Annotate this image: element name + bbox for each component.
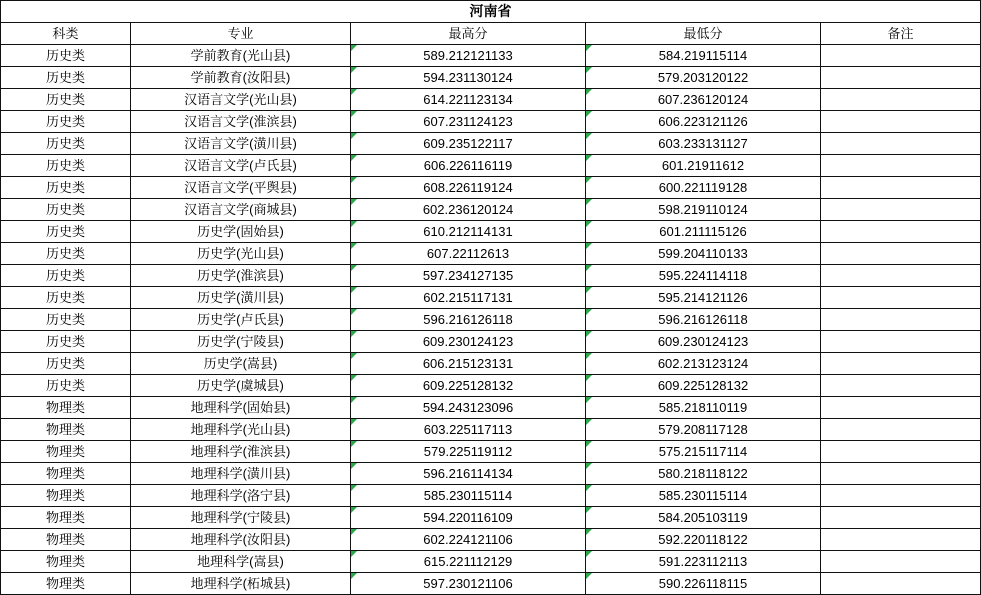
cell-major: 历史学(卢氏县) [131,309,351,331]
cell-note [821,221,981,243]
cell-lowest-score: 601.21911612 [586,155,821,177]
cell-category: 物理类 [1,463,131,485]
column-header-note: 备注 [821,23,981,45]
cell-category: 历史类 [1,309,131,331]
cell-highest-score: 602.236120124 [351,199,586,221]
cell-note [821,485,981,507]
cell-category: 历史类 [1,265,131,287]
cell-note [821,551,981,573]
table-row [1,331,981,353]
table-row [1,89,981,111]
cell-highest-score: 594.243123096 [351,397,586,419]
cell-highest-score: 606.226116119 [351,155,586,177]
cell-highest-score: 597.230121106 [351,573,586,595]
table-row [1,221,981,243]
cell-note [821,133,981,155]
cell-lowest-score: 603.233131127 [586,133,821,155]
cell-category: 历史类 [1,133,131,155]
cell-note [821,177,981,199]
table-row [1,67,981,89]
cell-category: 历史类 [1,375,131,397]
column-header-major: 专业 [131,23,351,45]
cell-major: 历史学(淮滨县) [131,265,351,287]
cell-category: 历史类 [1,89,131,111]
cell-lowest-score: 591.223112113 [586,551,821,573]
cell-highest-score: 602.215117131 [351,287,586,309]
cell-category: 物理类 [1,485,131,507]
table-row [1,551,981,573]
table-row [1,243,981,265]
cell-lowest-score: 580.218118122 [586,463,821,485]
cell-major: 历史学(嵩县) [131,353,351,375]
cell-category: 物理类 [1,419,131,441]
cell-highest-score: 607.22112613 [351,243,586,265]
cell-lowest-score: 592.220118122 [586,529,821,551]
table-row [1,441,981,463]
column-header-lowest-score: 最低分 [586,23,821,45]
table-row [1,529,981,551]
cell-major: 汉语言文学(光山县) [131,89,351,111]
table-row [1,177,981,199]
cell-major: 地理科学(淮滨县) [131,441,351,463]
title-row [1,1,981,23]
cell-highest-score: 607.231124123 [351,111,586,133]
cell-highest-score: 589.212121133 [351,45,586,67]
cell-lowest-score: 579.208117128 [586,419,821,441]
cell-highest-score: 602.224121106 [351,529,586,551]
cell-lowest-score: 584.205103119 [586,507,821,529]
cell-major: 地理科学(嵩县) [131,551,351,573]
cell-highest-score: 594.220116109 [351,507,586,529]
cell-category: 历史类 [1,111,131,133]
cell-note [821,199,981,221]
cell-lowest-score: 590.226118115 [586,573,821,595]
column-header-highest-score: 最高分 [351,23,586,45]
cell-note [821,463,981,485]
cell-note [821,397,981,419]
cell-major: 地理科学(汝阳县) [131,529,351,551]
cell-lowest-score: 609.230124123 [586,331,821,353]
cell-highest-score: 608.226119124 [351,177,586,199]
cell-major: 汉语言文学(卢氏县) [131,155,351,177]
cell-major: 地理科学(宁陵县) [131,507,351,529]
cell-note [821,529,981,551]
table-row [1,573,981,595]
cell-category: 历史类 [1,243,131,265]
cell-category: 历史类 [1,155,131,177]
cell-major: 地理科学(光山县) [131,419,351,441]
cell-lowest-score: 601.211115126 [586,221,821,243]
cell-note [821,287,981,309]
cell-highest-score: 597.234127135 [351,265,586,287]
cell-major: 汉语言文学(商城县) [131,199,351,221]
table-row [1,133,981,155]
cell-lowest-score: 579.203120122 [586,67,821,89]
cell-major: 地理科学(柘城县) [131,573,351,595]
cell-category: 历史类 [1,287,131,309]
cell-major: 地理科学(洛宁县) [131,485,351,507]
cell-category: 物理类 [1,397,131,419]
cell-major: 历史学(光山县) [131,243,351,265]
cell-highest-score: 606.215123131 [351,353,586,375]
cell-highest-score: 594.231130124 [351,67,586,89]
table-row [1,45,981,67]
cell-note [821,67,981,89]
page-title: 河南省 [1,1,981,23]
cell-lowest-score: 584.219115114 [586,45,821,67]
cell-highest-score: 615.221112129 [351,551,586,573]
cell-category: 物理类 [1,573,131,595]
cell-note [821,265,981,287]
cell-major: 学前教育(汝阳县) [131,67,351,89]
cell-note [821,89,981,111]
cell-lowest-score: 595.224114118 [586,265,821,287]
cell-highest-score: 585.230115114 [351,485,586,507]
cell-lowest-score: 585.218110119 [586,397,821,419]
cell-highest-score: 596.216126118 [351,309,586,331]
cell-category: 历史类 [1,177,131,199]
cell-note [821,243,981,265]
cell-note [821,353,981,375]
cell-lowest-score: 598.219110124 [586,199,821,221]
cell-category: 物理类 [1,551,131,573]
cell-note [821,573,981,595]
cell-major: 历史学(虞城县) [131,375,351,397]
cell-note [821,111,981,133]
table-row [1,199,981,221]
cell-highest-score: 596.216114134 [351,463,586,485]
cell-category: 历史类 [1,199,131,221]
column-header-category: 科类 [1,23,131,45]
table-row [1,353,981,375]
cell-category: 历史类 [1,67,131,89]
cell-category: 物理类 [1,441,131,463]
cell-lowest-score: 595.214121126 [586,287,821,309]
table-row [1,111,981,133]
cell-category: 历史类 [1,45,131,67]
cell-note [821,155,981,177]
cell-major: 历史学(潢川县) [131,287,351,309]
cell-major: 历史学(宁陵县) [131,331,351,353]
cell-lowest-score: 602.213123124 [586,353,821,375]
cell-lowest-score: 575.215117114 [586,441,821,463]
cell-major: 汉语言文学(平舆县) [131,177,351,199]
cell-highest-score: 603.225117113 [351,419,586,441]
cell-major: 学前教育(光山县) [131,45,351,67]
cell-highest-score: 610.212114131 [351,221,586,243]
table-header-row [1,23,981,45]
cell-major: 地理科学(固始县) [131,397,351,419]
cell-highest-score: 609.225128132 [351,375,586,397]
table-row [1,265,981,287]
table-row [1,375,981,397]
cell-note [821,309,981,331]
table-row [1,507,981,529]
cell-major: 地理科学(潢川县) [131,463,351,485]
cell-highest-score: 609.230124123 [351,331,586,353]
cell-highest-score: 609.235122117 [351,133,586,155]
cell-major: 汉语言文学(淮滨县) [131,111,351,133]
table-row [1,309,981,331]
cell-lowest-score: 585.230115114 [586,485,821,507]
table-row [1,287,981,309]
table-row [1,419,981,441]
cell-lowest-score: 607.236120124 [586,89,821,111]
cell-note [821,441,981,463]
cell-lowest-score: 596.216126118 [586,309,821,331]
cell-highest-score: 614.221123134 [351,89,586,111]
cell-note [821,419,981,441]
cell-note [821,375,981,397]
cell-category: 历史类 [1,331,131,353]
cell-lowest-score: 599.204110133 [586,243,821,265]
table-body [1,1,981,595]
cell-category: 物理类 [1,529,131,551]
cell-highest-score: 579.225119112 [351,441,586,463]
cell-note [821,331,981,353]
table-row [1,397,981,419]
table-row [1,155,981,177]
cell-lowest-score: 606.223121126 [586,111,821,133]
cell-lowest-score: 609.225128132 [586,375,821,397]
cell-major: 汉语言文学(潢川县) [131,133,351,155]
cell-lowest-score: 600.221119128 [586,177,821,199]
cell-category: 历史类 [1,353,131,375]
table-row [1,485,981,507]
cell-note [821,45,981,67]
table-row [1,463,981,485]
cell-category: 物理类 [1,507,131,529]
cell-category: 历史类 [1,221,131,243]
cell-note [821,507,981,529]
cell-major: 历史学(固始县) [131,221,351,243]
